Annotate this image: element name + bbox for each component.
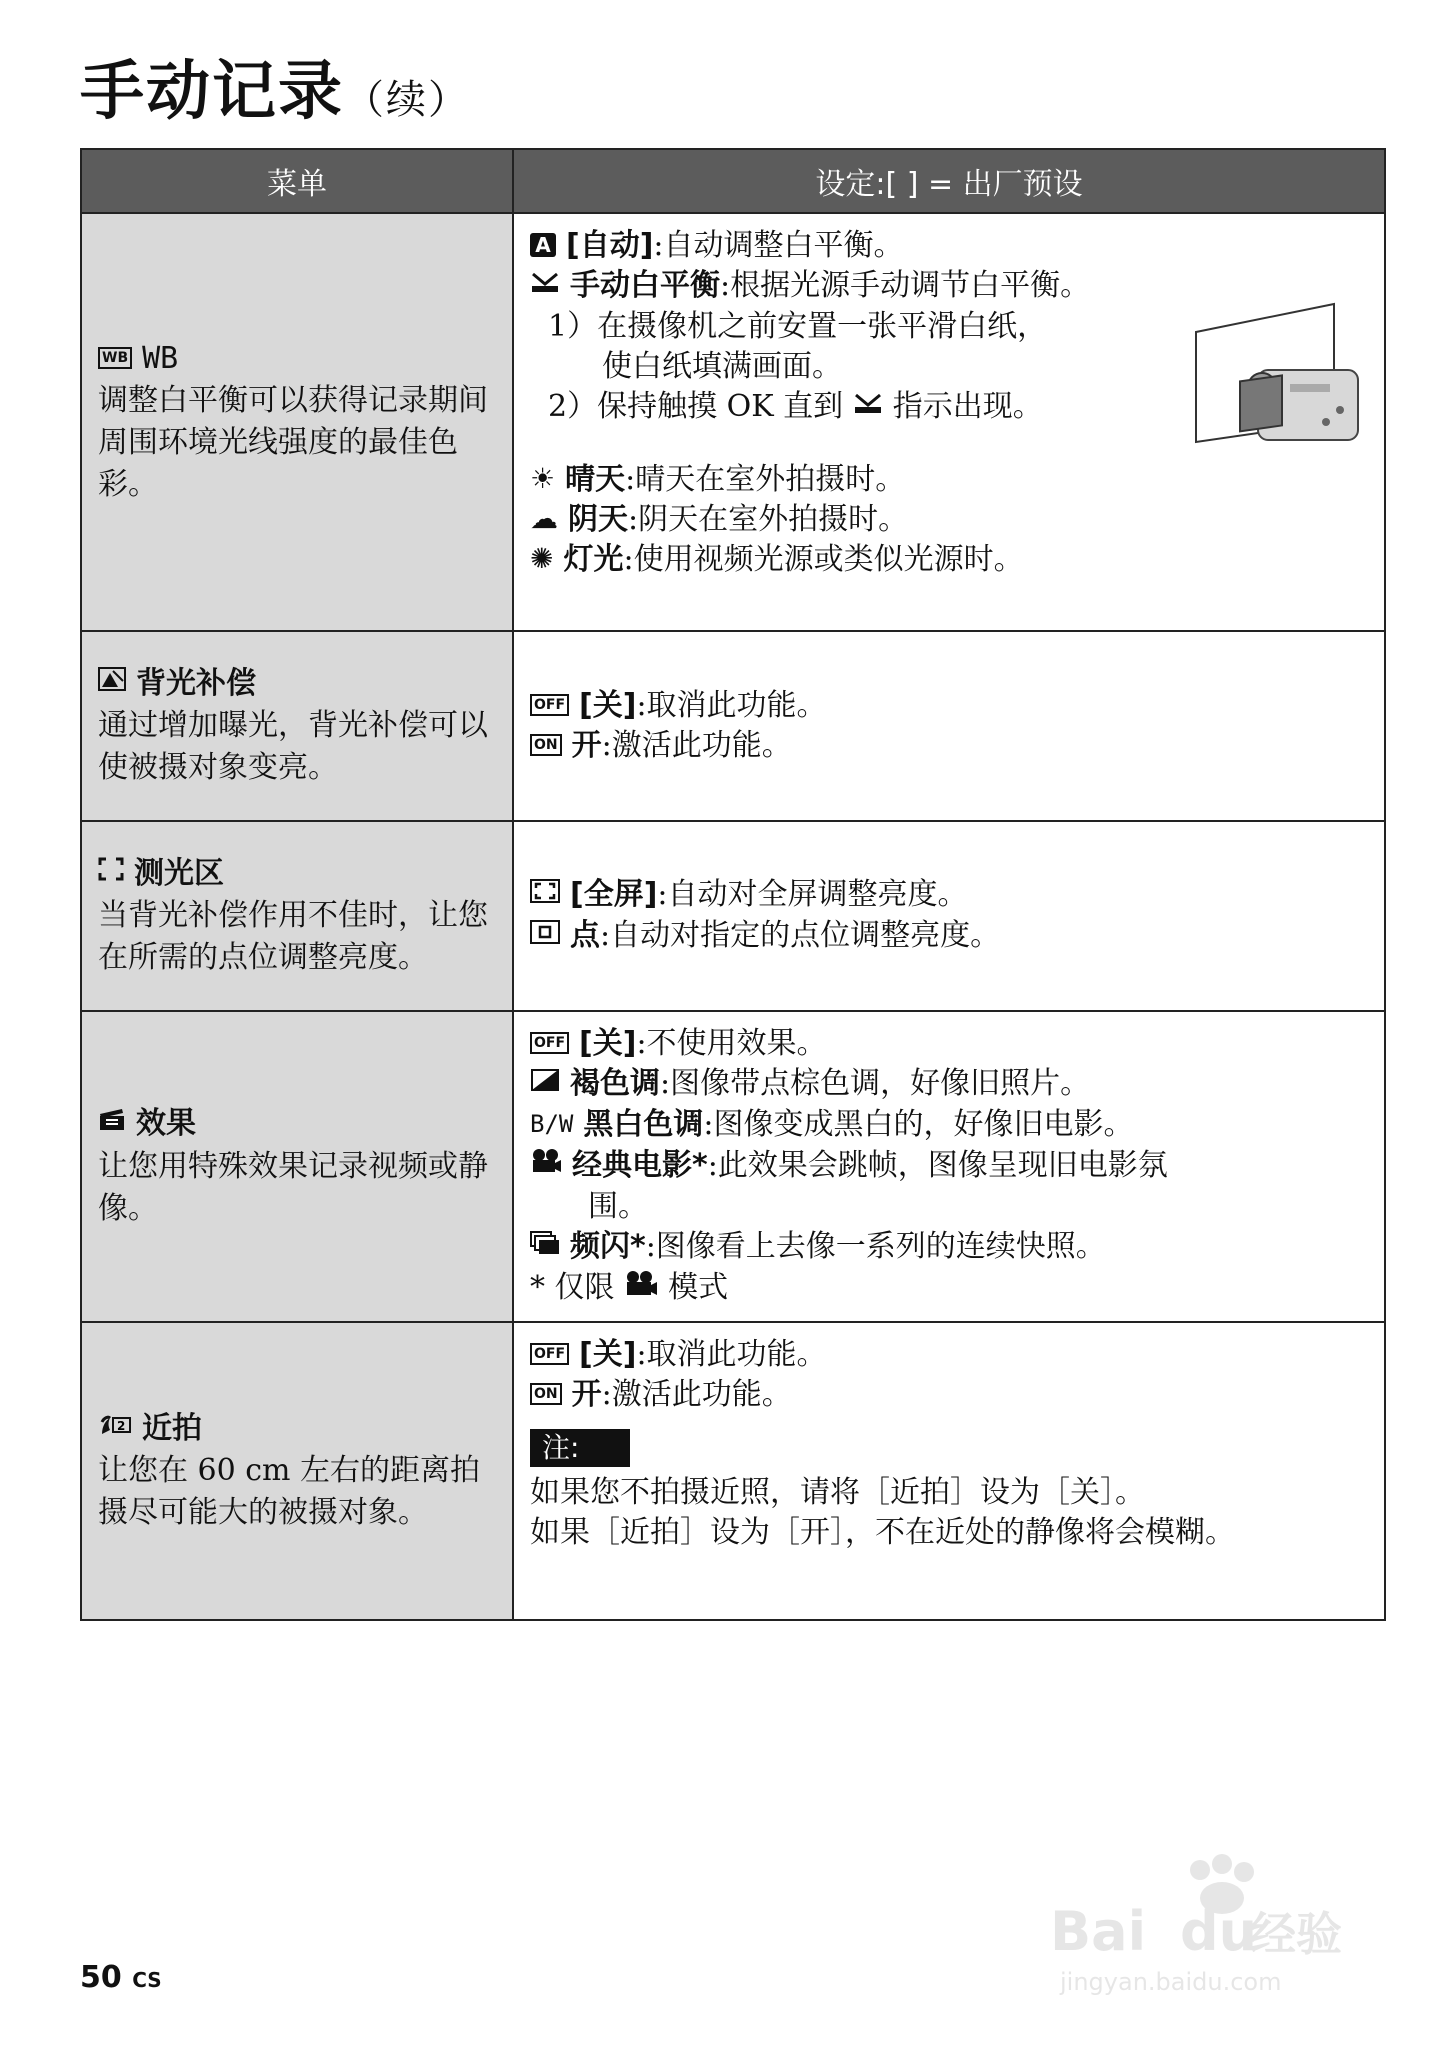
page-number: 50 CS <box>80 1960 162 1995</box>
option-spot: 点:自动对指定的点位调整亮度。 <box>530 916 1368 957</box>
table-row-effect <box>81 1011 1385 1322</box>
watermark-url: jingyan.baidu.com <box>1060 1968 1282 1996</box>
wb-step-1-cont: 使白纸填满画面。 <box>602 349 842 384</box>
option-sepia: 褐色调:图像带点棕色调，好像旧照片。 <box>530 1064 1368 1105</box>
header-setting: 设定:[ ] = 出厂预设 <box>513 149 1385 213</box>
bw-icon: B/W <box>530 1110 574 1138</box>
menu-cell-metering <box>81 821 513 1011</box>
option-on: ON 开:激活此功能。 <box>530 726 1368 766</box>
page-title-suffix: （续） <box>344 77 470 123</box>
option-bw: B/W 黑白色调:图像变成黑白的，好像旧电影。 <box>530 1105 1368 1146</box>
menu-cell-backlight <box>81 631 513 821</box>
on-icon: ON <box>530 734 562 756</box>
setting-cell-macro <box>513 1322 1385 1620</box>
option-auto: A [自动]:自动调整白平衡。 <box>530 226 1368 266</box>
menu-name-backlight: 背光补偿 <box>136 665 256 701</box>
note-label: 注: <box>530 1429 630 1467</box>
cloud-icon: ☁ <box>530 502 558 535</box>
wb-icon: WB <box>98 347 132 369</box>
header-menu: 菜单 <box>81 149 513 213</box>
table-row-metering <box>81 821 1385 1011</box>
watermark-brand2: du <box>1180 1900 1258 1963</box>
option-off: OFF [关]:取消此功能。 <box>530 1335 1368 1375</box>
option-sunny: ☀ 晴天:晴天在室外拍摄时。 <box>530 462 906 497</box>
setting-cell-backlight <box>513 631 1385 821</box>
baidu-jingyan-watermark <box>1030 1850 1370 2000</box>
menu-name-macro: 近拍 <box>142 1410 202 1446</box>
svg-text:2: 2 <box>117 1419 126 1434</box>
setting-cell-metering <box>513 821 1385 1011</box>
classic-film-icon <box>530 1145 562 1185</box>
manual-wb-icon <box>853 386 883 426</box>
menu-cell-effect <box>81 1011 513 1322</box>
effect-icon <box>98 1102 126 1144</box>
sepia-icon <box>530 1063 560 1103</box>
watermark-cn: 经验 <box>1250 1907 1342 1961</box>
backlight-icon <box>98 661 126 703</box>
option-lamp: ✺ 灯光:使用视频光源或类似光源时。 <box>530 542 1024 577</box>
auto-icon: A <box>530 233 556 257</box>
option-cloudy: ☁ 阴天:阴天在室外拍摄时。 <box>530 502 909 537</box>
menu-cell-macro <box>81 1322 513 1620</box>
lamp-icon: ✺ <box>530 542 554 575</box>
spot-icon <box>530 915 560 955</box>
fullscreen-icon <box>530 874 560 914</box>
table-row-backlight <box>81 631 1385 821</box>
wb-step-2: 2）保持触摸 OK 直到 指示出现。 <box>530 387 1368 428</box>
manual-wb-icon <box>530 265 560 305</box>
menu-desc-effect: 让您用特殊效果记录视频或静像。 <box>98 1148 488 1226</box>
watermark-brand: Bai <box>1050 1900 1147 1963</box>
sun-icon: ☀ <box>530 462 556 495</box>
on-icon: ON <box>530 1383 562 1405</box>
camera-white-paper-illustration <box>1150 292 1370 472</box>
page-title-main: 手动记录 <box>80 55 344 129</box>
option-classic-film: 经典电影*:此效果会跳帧，图像呈现旧电影氛 <box>530 1146 1368 1187</box>
off-icon: OFF <box>530 694 569 716</box>
menu-name-wb: WB <box>142 341 179 376</box>
table-row-macro <box>81 1322 1385 1620</box>
menu-desc-macro: 让您在 60 cm 左右的距离拍摄尽可能大的被摄对象。 <box>98 1453 481 1531</box>
metering-icon <box>98 851 124 893</box>
option-off: OFF [关]:取消此功能。 <box>530 686 1368 726</box>
off-icon: OFF <box>530 1343 569 1365</box>
option-on: ON 开:激活此功能。 <box>530 1375 1368 1415</box>
wb-step-1: 1）在摄像机之前安置一张平滑白纸， <box>548 309 1048 344</box>
off-icon: OFF <box>530 1032 569 1054</box>
option-off: OFF [关]:不使用效果。 <box>530 1024 1368 1064</box>
page-title <box>80 40 470 132</box>
option-strobe: 频闪*:图像看上去像一系列的连续快照。 <box>530 1227 1368 1268</box>
menu-settings-table <box>80 148 1386 1621</box>
note-line-2: 如果［近拍］设为［开］，不在近处的静像将会模糊。 <box>530 1515 1235 1550</box>
macro-icon <box>98 1406 132 1448</box>
strobe-icon <box>530 1226 560 1266</box>
menu-name-metering: 测光区 <box>134 855 224 891</box>
setting-cell-wb <box>513 213 1385 631</box>
menu-desc-backlight: 通过增加曝光，背光补偿可以使被摄对象变亮。 <box>98 708 488 786</box>
option-manual-wb: 手动白平衡:根据光源手动调节白平衡。 <box>530 266 1368 307</box>
video-mode-icon <box>624 1267 658 1307</box>
language-code: CS <box>132 1968 162 1992</box>
menu-name-effect: 效果 <box>136 1106 196 1142</box>
menu-desc-metering: 当背光补偿作用不佳时，让您在所需的点位调整亮度。 <box>98 898 488 976</box>
effect-footnote: * 仅限 模式 <box>530 1268 1368 1309</box>
menu-desc-wb: 调整白平衡可以获得记录期间周围环境光线强度的最佳色彩。 <box>98 383 488 502</box>
menu-cell-wb <box>81 213 513 631</box>
table-row-wb <box>81 213 1385 631</box>
option-classic-film-cont: 围。 <box>588 1189 648 1224</box>
option-fullscreen: [全屏]:自动对全屏调整亮度。 <box>530 875 1368 916</box>
note-line-1: 如果您不拍摄近照，请将［近拍］设为［关］。 <box>530 1475 1145 1510</box>
setting-cell-effect <box>513 1011 1385 1322</box>
table-header-row <box>81 149 1385 213</box>
